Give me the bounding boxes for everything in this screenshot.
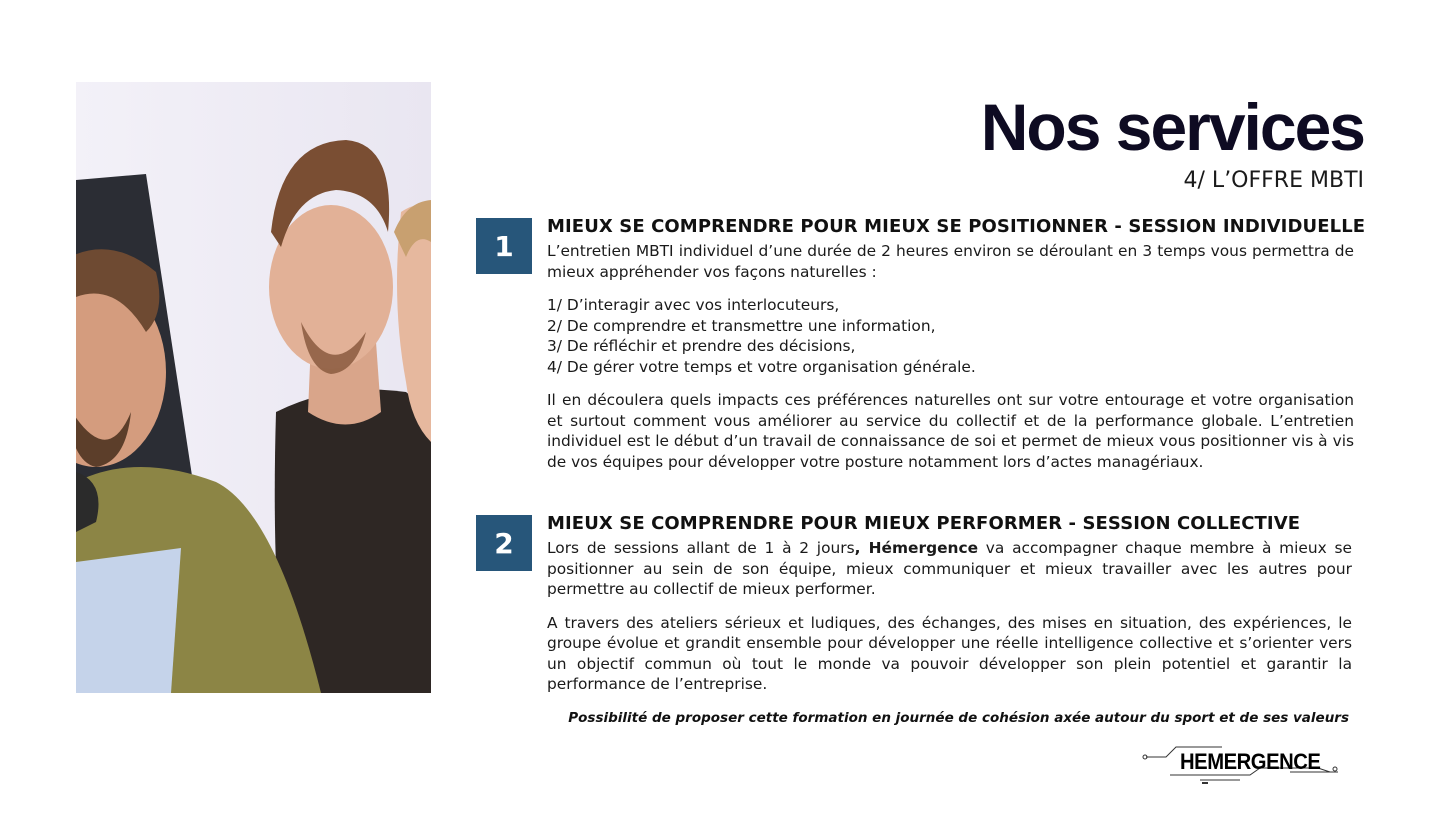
section-collective — [547, 513, 1352, 708]
section-individual — [547, 216, 1366, 485]
section-outro: Il en découlera quels impacts ces préférences naturelles ont sur votre entourage et votre organisation et surtout comment vous améliorer au service du collectif et de la performance globale. L’entretien individuel est le début d’un travail de connaissance de soi et permet de mieux vous positionner vis à vis de vos équipes pour développer votre posture notamment lors d’actes managériaux. — [547, 391, 1354, 471]
footnote: Possibilité de proposer cette formation en journée de cohésion axée autour du sport et de ses valeurs — [568, 710, 1349, 726]
section-paragraph — [547, 538, 1352, 600]
list-item: 3/ De réfléchir et prendre des décisions, — [547, 337, 856, 355]
page-title: Nos services — [980, 90, 1364, 164]
hemergence-logo — [1140, 742, 1340, 786]
team-photo — [76, 82, 431, 693]
section-intro: L’entretien MBTI individuel d’une durée de 2 heures environ se déroulant en 3 temps vous permettra de mieux appréhender vos façons naturelles : — [547, 242, 1354, 281]
list-item: 1/ D’interagir avec vos interlocuteurs, — [547, 296, 840, 314]
paragraph-text: Lors de sessions allant de 1 à 2 jours — [547, 539, 855, 557]
paragraph-text: va accompagner chaque membre à mieux se positionner au sein de son équipe, mieux communiquer et mieux travailler avec les autres pour permettre au collectif de mieux performer. — [547, 539, 1353, 598]
section-number-badge: 1 — [476, 218, 532, 274]
brand-name: , Hémergence — [854, 539, 979, 557]
section-paragraph: A travers des ateliers sérieux et ludiques, des échanges, des mises en situation, des expériences, le groupe évolue et grandit ensemble pour développer une réelle intelligence collective et s’orienter vers un objectif commun où tout le monde va pouvoir développer son plein potentiel et garantir la performance de l’entreprise. — [547, 613, 1352, 693]
section-number-badge: 2 — [476, 515, 532, 571]
section-title: MIEUX SE COMPRENDRE POUR MIEUX SE POSITIONNER - SESSION INDIVIDUELLE — [547, 216, 1366, 237]
list-item: 4/ De gérer votre temps et votre organisation générale. — [547, 357, 976, 376]
section-title: MIEUX SE COMPRENDRE POUR MIEUX PERFORMER - SESSION COLLECTIVE — [547, 513, 1301, 534]
section-list — [547, 295, 1354, 377]
list-item: 2/ De comprendre et transmettre une information, — [547, 316, 936, 335]
page-subtitle: 4/ L’OFFRE MBTI — [1183, 168, 1364, 193]
logo-wordmark: HEMERGENCE — [1180, 749, 1321, 774]
